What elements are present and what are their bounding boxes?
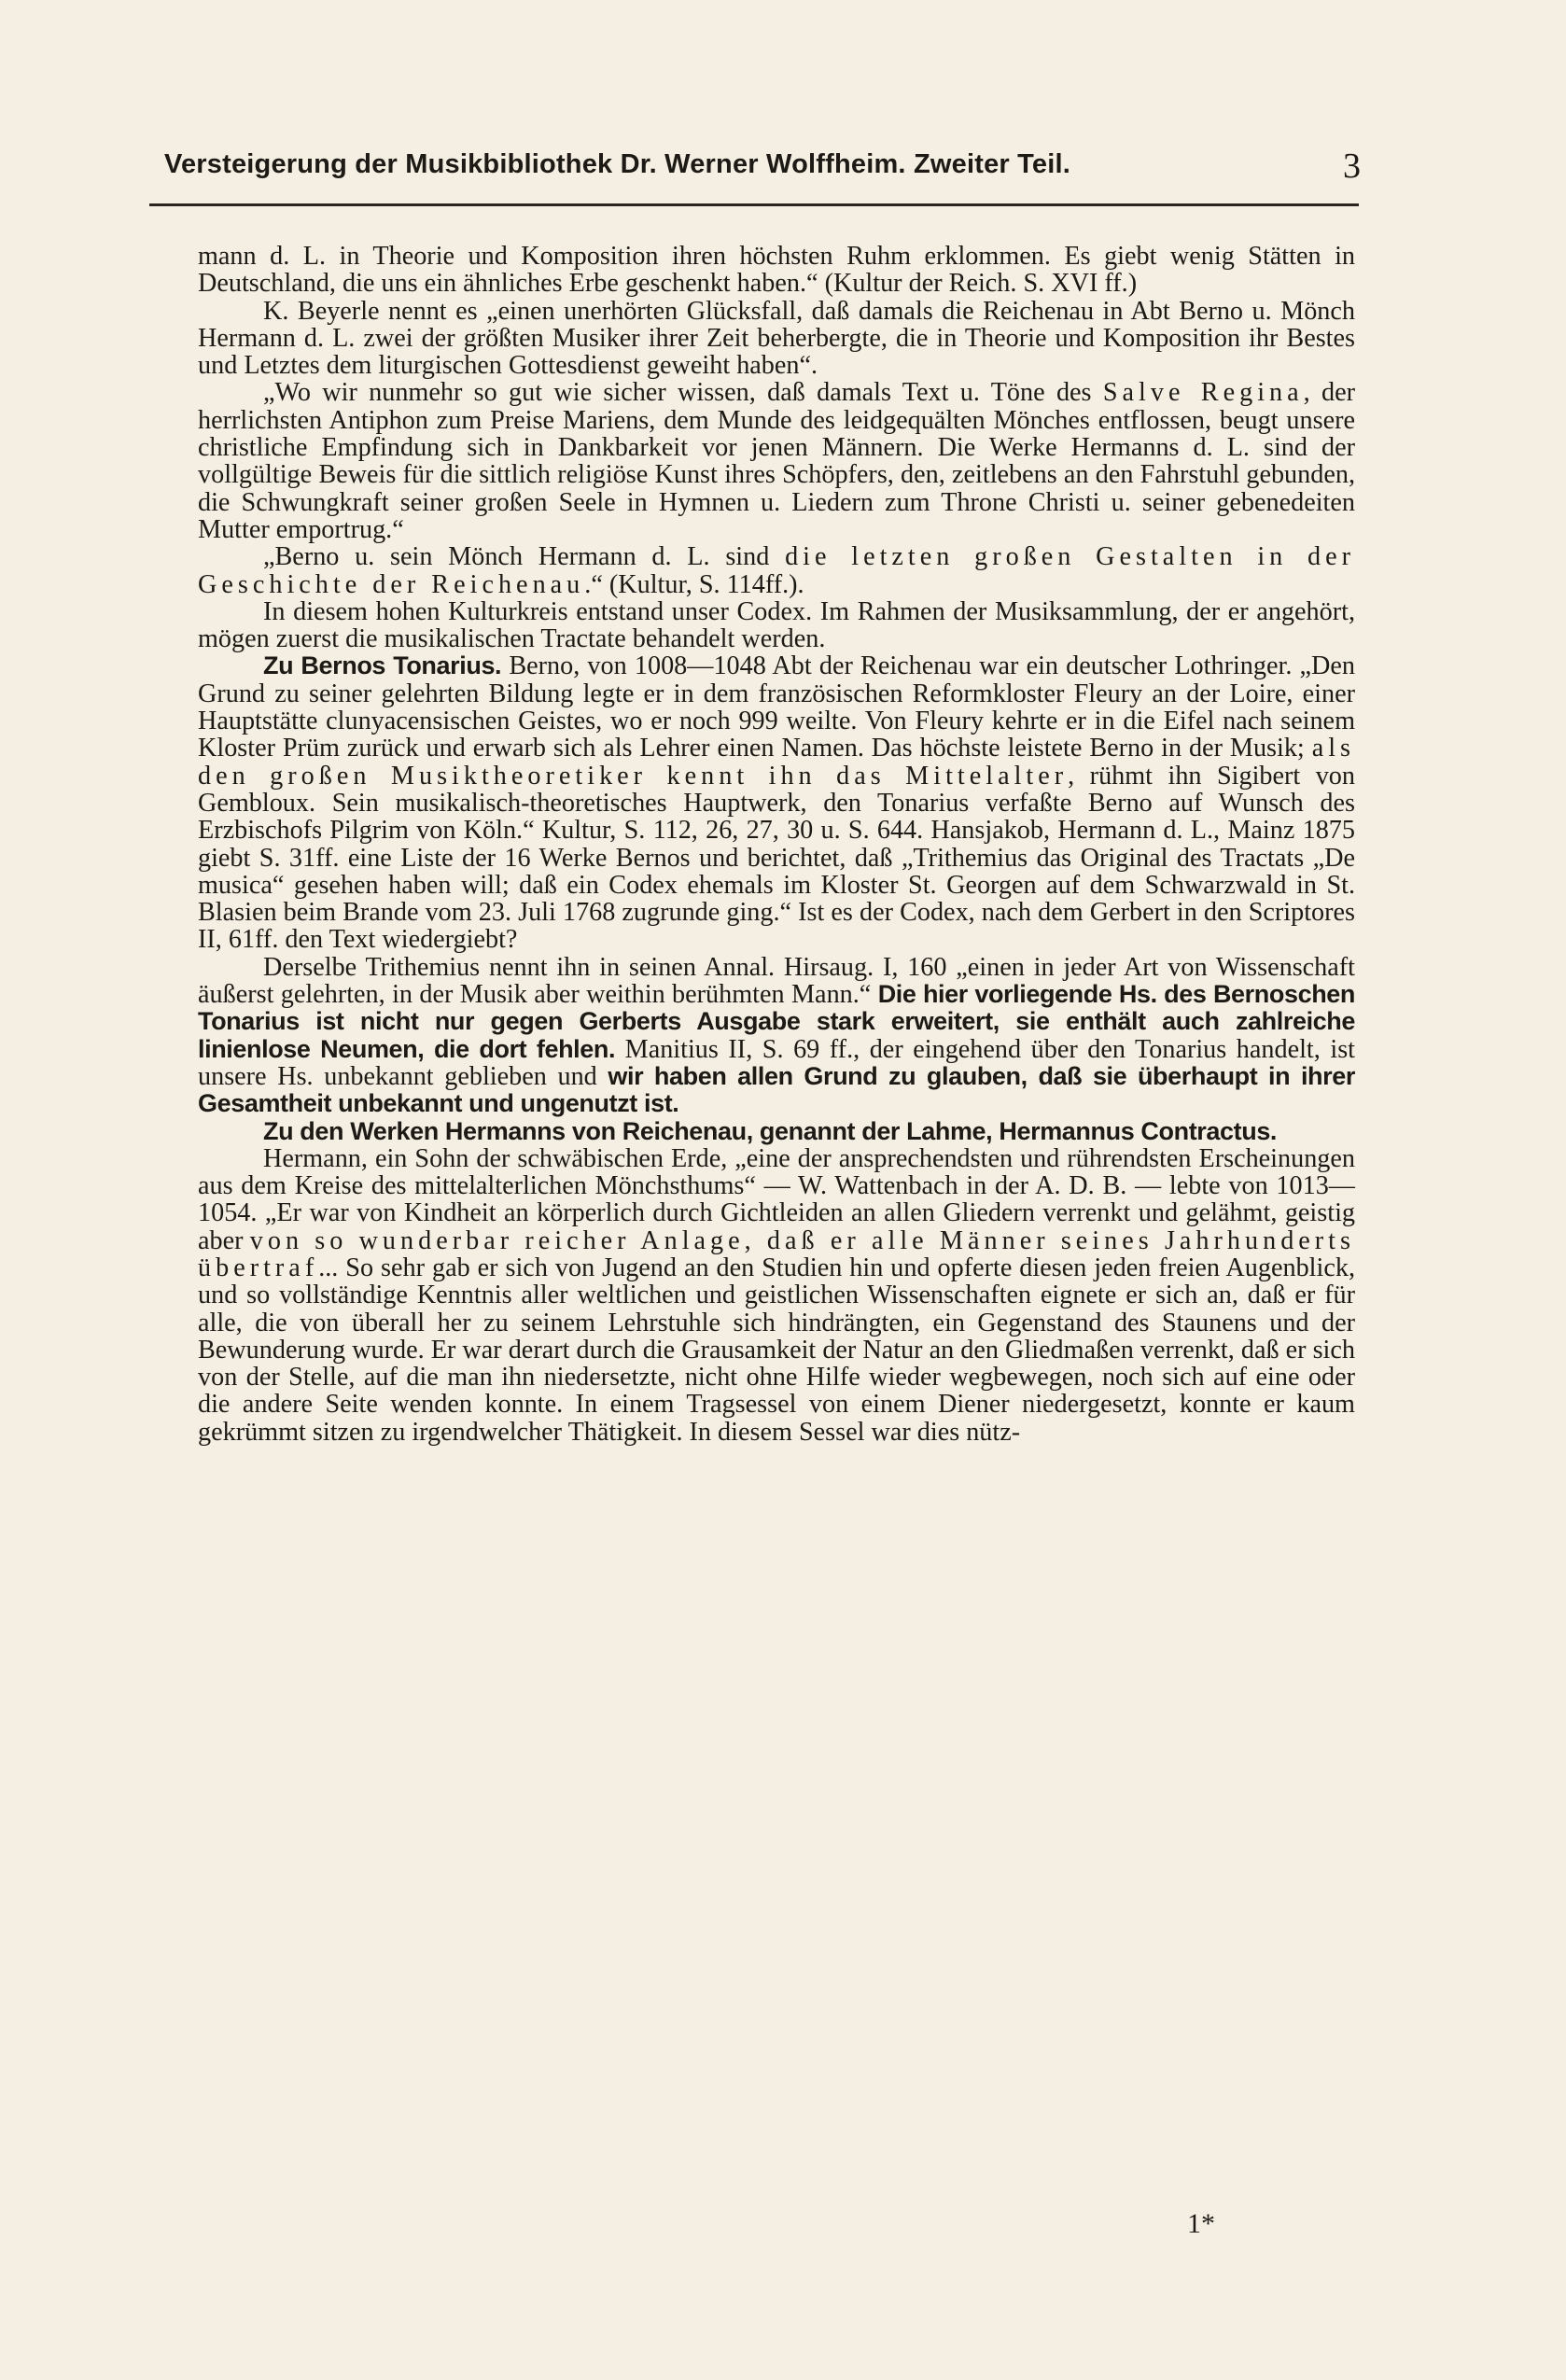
paragraph: [198, 954, 1355, 1118]
text-run: mann d. L. in Theorie und Komposition ihren höchsten Ruhm erklommen. Es giebt wenig Stätten in Deutschland, die uns ein ähnliches Erbe geschenkt haben.“ (Kultur der Reich. S. XVI ff.): [198, 242, 1355, 299]
spaced-text: die letzten großen Gestalten in der Geschichte der Reichenau: [198, 542, 1355, 599]
bold-text: Zu den Werken Hermanns von Reichenau, genannt der Lahme, Hermannus Contractus.: [263, 1116, 1278, 1145]
paragraph: [198, 1145, 1355, 1446]
paragraph: [198, 652, 1355, 953]
text-run: Berno, von 1008—1048 Abt der Reichenau war ein deutscher Lothringer. „Den Grund zu seiner gelehrten Bildung legte er in dem französischen Reformkloster Fleury an der Loire, einer Hauptstätte clunyacensischen Geistes, wo er noch 999 weilte. Von Fleury kehrte er in die Eifel nach seinem Kloster Prüm zurück und erwarb sich als Lehrer einen Namen. Das höchste leistete Berno in der Musik;: [198, 651, 1356, 763]
paragraph: [198, 243, 1355, 298]
paragraph: [198, 598, 1355, 653]
text-run: In diesem hohen Kulturkreis entstand unser Codex. Im Rahmen der Musiksammlung, der er angehört, mögen zuerst die musikalischen Tractate behandelt werden.: [198, 596, 1355, 654]
paragraph: [198, 543, 1355, 598]
spaced-text: Salve Regina: [1102, 378, 1304, 408]
text-run: Hermann, ein Sohn der schwäbischen Erde, „eine der ansprechendsten und rührendsten Erscheinungen aus dem Kreise des mittelalterlichen Mönchsthums“ — W. Wattenbach in der A. D. B. — lebte von 1013—1054. „Er war von Kindheit an körperlich durch Gichtleiden an allen Gliedern verrenkt und gelähmt, geistig aber: [198, 1143, 1355, 1255]
paragraph: [198, 298, 1355, 380]
text-run: .“ (Kultur, S. 114ff.).: [584, 569, 804, 599]
bold-text: wir haben allen Grund zu glauben, daß sie überhaupt in ihrer Gesamtheit unbekannt und ungenutzt ist.: [198, 1061, 1355, 1118]
bold-text: Zu Bernos Tonarius.: [263, 651, 502, 680]
paragraph: [198, 1118, 1355, 1145]
spaced-text: von so wunderbar reicher Anlage, daß er alle Männer seines Jahrhunderts übertraf: [198, 1225, 1355, 1282]
text-run: , rühmt ihn Sigibert von Gembloux. Sein musikalisch-theoretisches Hauptwerk, den Tonarius verfaßte Berno auf Wunsch des Erzbischofs Pilgrim von Köln.“ Kultur, S. 112, 26, 27, 30 u. S. 644. Hansjakob, Hermann d. L., Mainz 1875 giebt S. 31ff. eine Liste der 16 Werke Bernos und berichtet, daß „Trithemius das Original des Tractats „De musica“ gesehen haben will; daß ein Codex ehemals im Kloster St. Georgen auf dem Schwarzwald in St. Blasien beim Brande vom 23. Juli 1768 zugrunde ging.“ Ist es der Codex, nach dem Gerbert in den Scriptores II, 61ff. den Text wiedergiebt?: [198, 761, 1355, 955]
text-run: Derselbe Trithemius nennt ihn in seinen Annal. Hirsaug. I, 160 „einen in jeder Art von Wissenschaft äußerst gelehrten, in der Musik aber weithin berühmten Mann.“: [198, 952, 1355, 1010]
header-rule: [149, 203, 1359, 206]
paragraph: [198, 379, 1355, 543]
text-run: ... So sehr gab er sich von Jugend an den Studien hin und opferte diesen jeden freien Augenblick, und so vollständige Kenntnis aller weltlichen und geistlichen Wissenschaften eignete er sich an, daß er für alle, die von überall her zu seinem Lehrstuhle sich hindrängten, ein Gegenstand des Staunens und der Bewunderung wurde. Er war derart durch die Grausamkeit der Natur an den Gliedmaßen verrenkt, daß er sich von der Stelle, auf die man ihn niedersetzte, nicht ohne Hilfe wieder wegbewegen, noch sich auf eine oder die andere Seite wenden konnte. In einem Tragsessel von einem Diener niedergesetzt, konnte er kaum gekrümmt sitzen zu irgendwelcher Thätigkeit. In diesem Sessel war dies nütz-: [198, 1253, 1355, 1447]
spaced-text: als den großen Musiktheoretiker kennt ihn das Mittelalter: [198, 734, 1355, 791]
running-head: Versteigerung der Musikbibliothek Dr. Werner Wolffheim. Zweiter Teil.: [164, 149, 1070, 179]
page-header: [164, 149, 1361, 194]
text-run: , der herrlichsten Antiphon zum Preise Mariens, dem Munde des leidgequälten Mönches entflossen, beugt unsere christliche Empfindung sich in Dankbarkeit vor jenen Männern. Die Werke Hermanns d. L. sind der vollgültige Beweis für die sittlich religiöse Kunst ihres Schöpfers, den, zeitlebens an den Fahrstuhl gebunden, die Schwungkraft seiner großen Seele in Hymnen u. Liedern zum Throne Christi u. seiner gebenedeiten Mutter emportrug.“: [198, 378, 1355, 544]
text-run: „Berno u. sein Mönch Hermann d. L. sind: [263, 542, 786, 572]
bold-text: Die hier vorliegende Hs. des Bernoschen Tonarius ist nicht nur gegen Gerberts Ausgabe stark erweitert, sie enthält auch zahlreiche linienlose Neumen, die dort fehlen.: [198, 980, 1355, 1063]
signature-mark: 1*: [1187, 2208, 1215, 2239]
text-run: Manitius II, S. 69 ff., der eingehend über den Tonarius handelt, ist unsere Hs. unbekannt geblieben und: [198, 1034, 1355, 1091]
text-run: „Wo wir nunmehr so gut wie sicher wissen, daß damals Text u. Töne des: [263, 378, 1103, 408]
text-run: K. Beyerle nennt es „einen unerhörten Glücksfall, daß damals die Reichenau in Abt Berno u. Mönch Hermann d. L. zwei der größten Musiker ihrer Zeit beherbergte, die in Theorie und Komposition ihr Bestes und Letztes dem liturgischen Gottesdienst geweiht haben“.: [198, 296, 1355, 381]
page-number: 3: [1343, 147, 1361, 186]
body-text: [198, 243, 1355, 1446]
